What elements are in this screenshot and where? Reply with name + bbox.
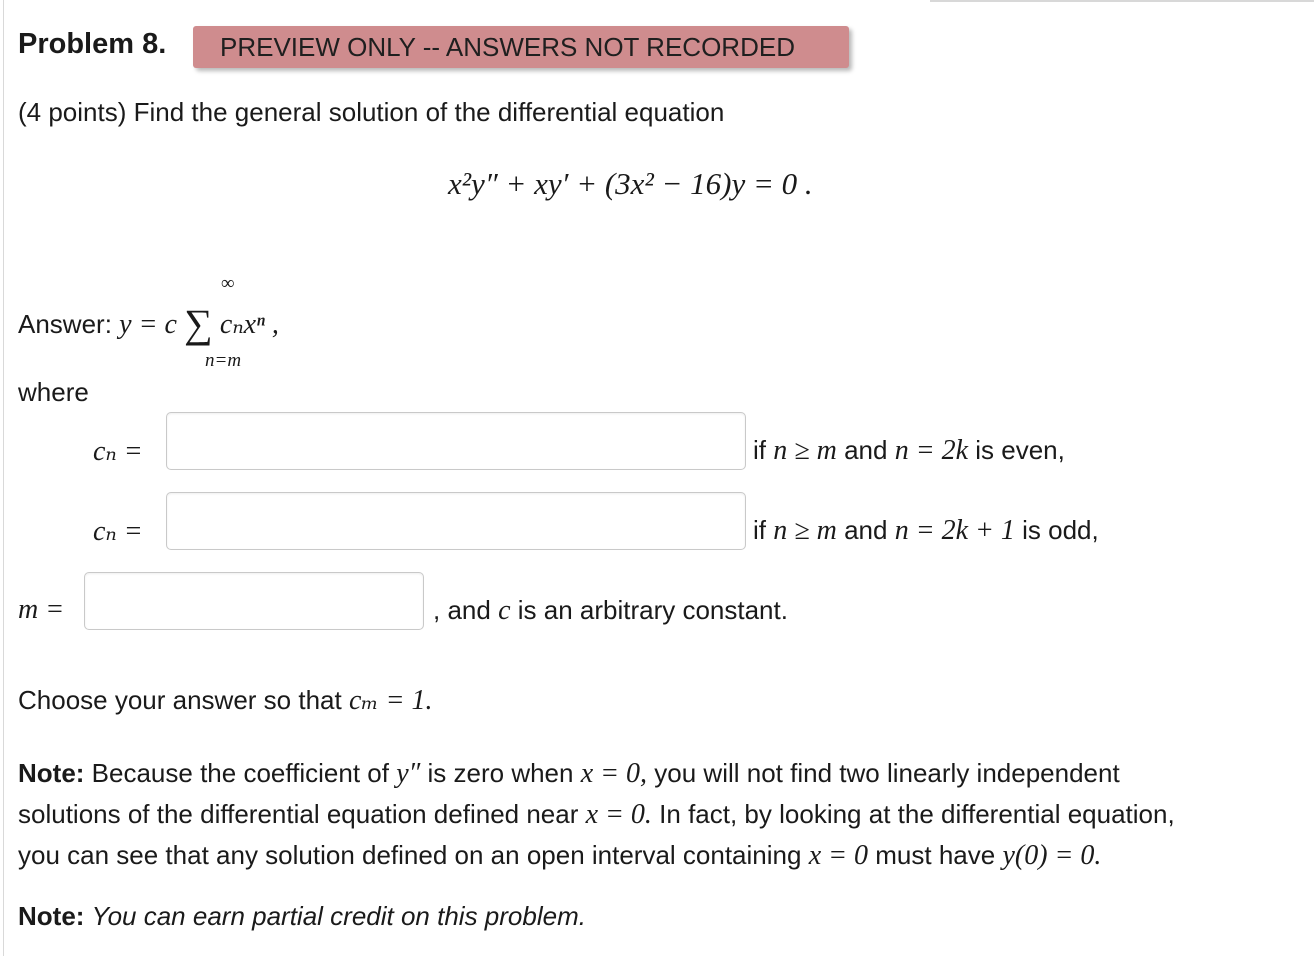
note1-label: Note: [18,758,85,788]
note1-p1: Because the coefficient of [91,758,389,788]
cn-odd-label: cₙ = [93,516,143,547]
series-term: cₙxⁿ , [219,309,279,340]
cn-even-label: cₙ = [93,436,143,467]
odd-rel: n ≥ m [773,515,837,546]
answer-prefix: Answer: [18,309,112,339]
cn-even-input[interactable] [166,412,746,470]
even-rel: n ≥ m [773,435,837,466]
even-condition [753,435,1065,466]
odd-and: and [844,515,888,545]
choose-pre: Choose your answer so that [18,685,342,715]
choose-expr: cₘ = 1. [348,685,433,716]
odd-eq: n = 2k + 1 [894,515,1015,546]
note1-p5: In fact, by looking at the differential equation, [659,799,1175,829]
note1-line2 [18,794,1175,835]
sum-lower-limit: n=m [205,350,242,371]
even-tail: is even, [975,435,1065,465]
problem-title: Problem 8. [18,28,167,60]
note1-p1-math: y″ [396,758,421,789]
note1-p2: is zero when [427,758,574,788]
note-independence [18,753,1175,876]
sigma-symbol: ∑ [184,301,213,346]
preview-banner: PREVIEW ONLY -- ANSWERS NOT RECORDED [193,26,849,68]
note1-p7: must have [875,840,996,870]
odd-tail: is odd, [1022,515,1099,545]
even-and: and [844,435,888,465]
note2-label: Note: [18,901,85,931]
note2-text: You can earn partial credit on this problem. [91,901,586,931]
answer-lhs: y = c [119,309,177,340]
odd-if: if [753,515,766,545]
note1-p7-math: y(0) = 0. [1002,840,1102,871]
cn-odd-input[interactable] [166,492,746,550]
m-after-pre: , and [433,595,491,625]
note1-p4: solutions of the differential equation defined near [18,799,579,829]
top-divider [930,0,1314,2]
where-label: where [18,377,89,407]
note1-line1 [18,753,1175,794]
note1-p6: you can see that any solution defined on an open interval containing [18,840,802,870]
note1-p4-math: x = 0. [585,799,652,830]
differential-equation: x²y″ + xy′ + (3x² − 16)y = 0 . [448,166,813,201]
m-after-text [433,595,788,626]
note-partial-credit [18,901,586,931]
note1-p3: you will not find two linearly independent [654,758,1120,788]
problem-intro: (4 points) Find the general solution of the differential equation [18,97,725,127]
note1-p2-math: x = 0, [580,758,648,789]
note1-line3 [18,835,1175,876]
m-label: m = [18,594,65,625]
answer-line [18,301,279,346]
m-after-var: c [498,595,511,626]
m-after-post: is an arbitrary constant. [517,595,788,625]
odd-condition [753,515,1099,546]
even-if: if [753,435,766,465]
even-eq: n = 2k [894,435,969,466]
note1-p6-math: x = 0 [808,840,869,871]
m-input[interactable] [84,572,424,630]
sum-upper-limit: ∞ [221,273,235,294]
choose-instruction [18,685,432,716]
